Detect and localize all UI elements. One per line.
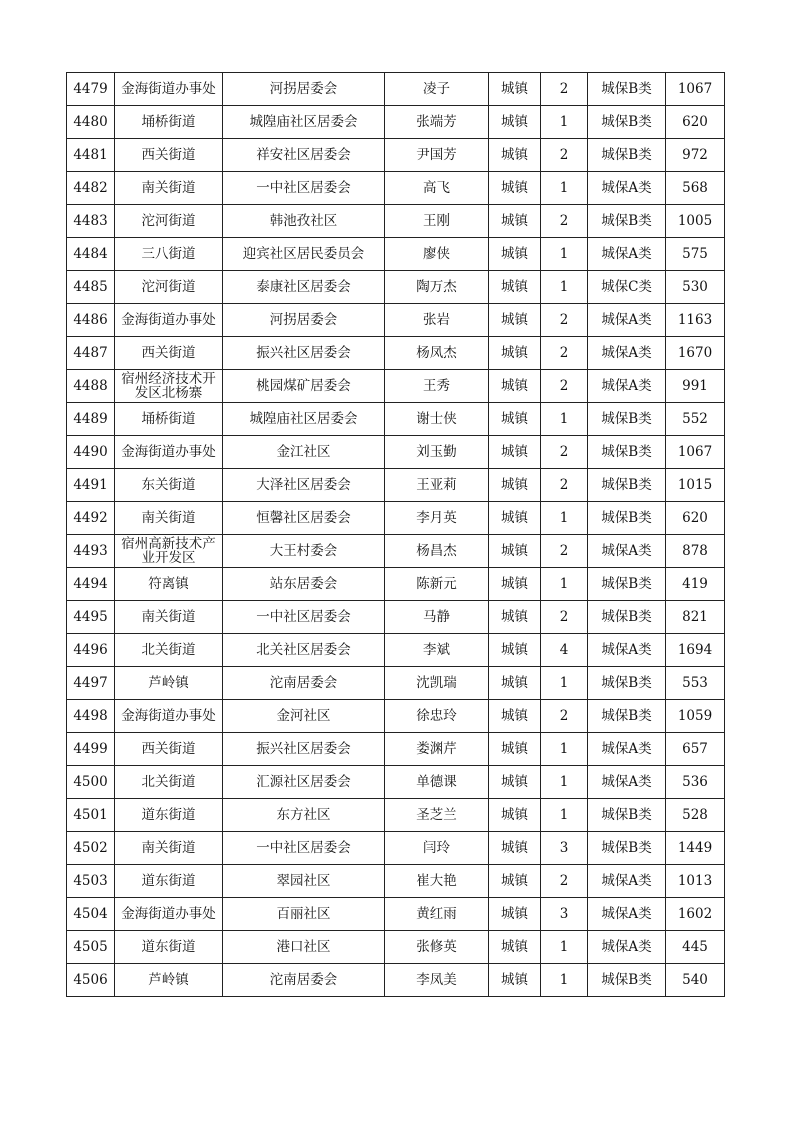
residence-type-cell: 城镇	[489, 469, 541, 502]
household-count-cell: 2	[541, 535, 588, 568]
table-row	[67, 568, 725, 601]
security-category-cell: 城保A类	[588, 238, 666, 271]
table-row	[67, 502, 725, 535]
benefit-amount-cell: 1694	[666, 634, 725, 667]
record-number-cell: 4496	[67, 634, 115, 667]
security-category-cell: 城保B类	[588, 832, 666, 865]
table-row	[67, 271, 725, 304]
household-count-cell: 1	[541, 931, 588, 964]
residence-type-cell: 城镇	[489, 832, 541, 865]
benefit-amount-cell: 972	[666, 139, 725, 172]
household-count-cell: 2	[541, 436, 588, 469]
security-category-cell: 城保C类	[588, 271, 666, 304]
household-count-cell: 2	[541, 865, 588, 898]
benefit-amount-cell: 553	[666, 667, 725, 700]
record-number-cell: 4479	[67, 73, 115, 106]
community-name-cell: 河拐居委会	[223, 73, 385, 106]
table-row	[67, 601, 725, 634]
security-category-cell: 城保A类	[588, 931, 666, 964]
community-name-cell: 港口社区	[223, 931, 385, 964]
household-count-cell: 2	[541, 139, 588, 172]
person-name-cell: 尹国芳	[385, 139, 489, 172]
benefit-amount-cell: 1059	[666, 700, 725, 733]
street-name-cell: 金海街道办事处	[115, 304, 223, 337]
security-category-cell: 城保A类	[588, 766, 666, 799]
community-name-cell: 泰康社区居委会	[223, 271, 385, 304]
table-row	[67, 898, 725, 931]
household-count-cell: 1	[541, 271, 588, 304]
benefit-amount-cell: 568	[666, 172, 725, 205]
record-number-cell: 4480	[67, 106, 115, 139]
table-row	[67, 205, 725, 238]
household-count-cell: 1	[541, 403, 588, 436]
security-category-cell: 城保A类	[588, 634, 666, 667]
table-row	[67, 436, 725, 469]
residence-type-cell: 城镇	[489, 898, 541, 931]
household-count-cell: 2	[541, 700, 588, 733]
household-count-cell: 1	[541, 568, 588, 601]
residence-type-cell: 城镇	[489, 931, 541, 964]
household-count-cell: 2	[541, 205, 588, 238]
street-name-cell: 符离镇	[115, 568, 223, 601]
community-name-cell: 沱南居委会	[223, 667, 385, 700]
record-number-cell: 4506	[67, 964, 115, 997]
household-count-cell: 2	[541, 370, 588, 403]
security-category-cell: 城保A类	[588, 865, 666, 898]
table-row	[67, 370, 725, 403]
residence-type-cell: 城镇	[489, 865, 541, 898]
household-count-cell: 2	[541, 304, 588, 337]
record-number-cell: 4482	[67, 172, 115, 205]
street-name-cell: 道东街道	[115, 865, 223, 898]
community-name-cell: 祥安社区居委会	[223, 139, 385, 172]
benefit-amount-cell: 445	[666, 931, 725, 964]
household-count-cell: 2	[541, 601, 588, 634]
street-name-cell: 芦岭镇	[115, 667, 223, 700]
street-name-cell: 东关街道	[115, 469, 223, 502]
table-row	[67, 73, 725, 106]
security-category-cell: 城保B类	[588, 106, 666, 139]
community-name-cell: 河拐居委会	[223, 304, 385, 337]
street-name-cell: 道东街道	[115, 799, 223, 832]
benefit-amount-cell: 1005	[666, 205, 725, 238]
household-count-cell: 3	[541, 898, 588, 931]
street-name-cell: 金海街道办事处	[115, 898, 223, 931]
community-name-cell: 振兴社区居委会	[223, 733, 385, 766]
residence-type-cell: 城镇	[489, 700, 541, 733]
person-name-cell: 杨凤杰	[385, 337, 489, 370]
household-count-cell: 2	[541, 73, 588, 106]
community-name-cell: 金河社区	[223, 700, 385, 733]
community-name-cell: 金江社区	[223, 436, 385, 469]
security-category-cell: 城保B类	[588, 601, 666, 634]
community-name-cell: 一中社区居委会	[223, 172, 385, 205]
residence-type-cell: 城镇	[489, 601, 541, 634]
person-name-cell: 刘玉勤	[385, 436, 489, 469]
household-count-cell: 1	[541, 964, 588, 997]
person-name-cell: 高飞	[385, 172, 489, 205]
person-name-cell: 凌子	[385, 73, 489, 106]
household-count-cell: 1	[541, 238, 588, 271]
person-name-cell: 张岩	[385, 304, 489, 337]
record-number-cell: 4498	[67, 700, 115, 733]
residence-type-cell: 城镇	[489, 733, 541, 766]
security-category-cell: 城保B类	[588, 205, 666, 238]
table-row	[67, 667, 725, 700]
benefit-amount-cell: 528	[666, 799, 725, 832]
household-count-cell: 1	[541, 799, 588, 832]
street-name-cell: 宿州经济技术开发区北杨寨	[115, 370, 223, 403]
person-name-cell: 李凤美	[385, 964, 489, 997]
record-number-cell: 4502	[67, 832, 115, 865]
community-name-cell: 大王村委会	[223, 535, 385, 568]
household-count-cell: 1	[541, 106, 588, 139]
table-row	[67, 865, 725, 898]
residence-type-cell: 城镇	[489, 304, 541, 337]
record-number-cell: 4494	[67, 568, 115, 601]
security-category-cell: 城保B类	[588, 403, 666, 436]
security-category-cell: 城保B类	[588, 700, 666, 733]
record-number-cell: 4497	[67, 667, 115, 700]
benefit-amount-cell: 1449	[666, 832, 725, 865]
person-name-cell: 杨昌杰	[385, 535, 489, 568]
residence-type-cell: 城镇	[489, 667, 541, 700]
record-number-cell: 4485	[67, 271, 115, 304]
community-name-cell: 站东居委会	[223, 568, 385, 601]
residence-type-cell: 城镇	[489, 271, 541, 304]
security-category-cell: 城保A类	[588, 535, 666, 568]
household-count-cell: 1	[541, 766, 588, 799]
person-name-cell: 徐忠玲	[385, 700, 489, 733]
community-name-cell: 韩池孜社区	[223, 205, 385, 238]
street-name-cell: 金海街道办事处	[115, 73, 223, 106]
street-name-cell: 西关街道	[115, 733, 223, 766]
benefit-amount-cell: 419	[666, 568, 725, 601]
benefit-table	[66, 72, 725, 997]
person-name-cell: 张修英	[385, 931, 489, 964]
person-name-cell: 单德课	[385, 766, 489, 799]
residence-type-cell: 城镇	[489, 403, 541, 436]
person-name-cell: 沈凯瑞	[385, 667, 489, 700]
residence-type-cell: 城镇	[489, 502, 541, 535]
household-count-cell: 1	[541, 733, 588, 766]
security-category-cell: 城保B类	[588, 964, 666, 997]
street-name-cell: 南关街道	[115, 832, 223, 865]
household-count-cell: 4	[541, 634, 588, 667]
residence-type-cell: 城镇	[489, 568, 541, 601]
residence-type-cell: 城镇	[489, 634, 541, 667]
record-number-cell: 4481	[67, 139, 115, 172]
residence-type-cell: 城镇	[489, 172, 541, 205]
residence-type-cell: 城镇	[489, 205, 541, 238]
table-row	[67, 403, 725, 436]
benefit-amount-cell: 1015	[666, 469, 725, 502]
community-name-cell: 一中社区居委会	[223, 832, 385, 865]
table-row	[67, 832, 725, 865]
street-name-cell: 埇桥街道	[115, 106, 223, 139]
benefit-amount-cell: 1013	[666, 865, 725, 898]
security-category-cell: 城保B类	[588, 469, 666, 502]
security-category-cell: 城保A类	[588, 898, 666, 931]
person-name-cell: 陶万杰	[385, 271, 489, 304]
street-name-cell: 金海街道办事处	[115, 700, 223, 733]
security-category-cell: 城保B类	[588, 667, 666, 700]
table-row	[67, 172, 725, 205]
household-count-cell: 1	[541, 667, 588, 700]
residence-type-cell: 城镇	[489, 139, 541, 172]
street-name-cell: 南关街道	[115, 502, 223, 535]
person-name-cell: 王刚	[385, 205, 489, 238]
community-name-cell: 翠园社区	[223, 865, 385, 898]
table-row	[67, 238, 725, 271]
street-name-cell: 南关街道	[115, 172, 223, 205]
person-name-cell: 圣芝兰	[385, 799, 489, 832]
benefit-amount-cell: 657	[666, 733, 725, 766]
person-name-cell: 王秀	[385, 370, 489, 403]
residence-type-cell: 城镇	[489, 535, 541, 568]
table-row	[67, 964, 725, 997]
street-name-cell: 北关街道	[115, 766, 223, 799]
security-category-cell: 城保A类	[588, 733, 666, 766]
record-number-cell: 4489	[67, 403, 115, 436]
record-number-cell: 4484	[67, 238, 115, 271]
residence-type-cell: 城镇	[489, 964, 541, 997]
record-number-cell: 4486	[67, 304, 115, 337]
residence-type-cell: 城镇	[489, 766, 541, 799]
residence-type-cell: 城镇	[489, 337, 541, 370]
benefit-amount-cell: 878	[666, 535, 725, 568]
security-category-cell: 城保B类	[588, 502, 666, 535]
table-row	[67, 931, 725, 964]
benefit-amount-cell: 530	[666, 271, 725, 304]
street-name-cell: 芦岭镇	[115, 964, 223, 997]
household-count-cell: 2	[541, 469, 588, 502]
community-name-cell: 汇源社区居委会	[223, 766, 385, 799]
street-name-cell: 沱河街道	[115, 205, 223, 238]
security-category-cell: 城保A类	[588, 337, 666, 370]
person-name-cell: 黄红雨	[385, 898, 489, 931]
record-number-cell: 4504	[67, 898, 115, 931]
table-row	[67, 469, 725, 502]
benefit-amount-cell: 536	[666, 766, 725, 799]
record-number-cell: 4487	[67, 337, 115, 370]
community-name-cell: 大泽社区居委会	[223, 469, 385, 502]
community-name-cell: 城隍庙社区居委会	[223, 403, 385, 436]
security-category-cell: 城保B类	[588, 799, 666, 832]
household-count-cell: 2	[541, 337, 588, 370]
person-name-cell: 马静	[385, 601, 489, 634]
community-name-cell: 恒馨社区居委会	[223, 502, 385, 535]
community-name-cell: 沱南居委会	[223, 964, 385, 997]
street-name-cell: 西关街道	[115, 139, 223, 172]
table-body	[67, 73, 725, 997]
benefit-amount-cell: 991	[666, 370, 725, 403]
street-name-cell: 金海街道办事处	[115, 436, 223, 469]
table-row	[67, 535, 725, 568]
benefit-amount-cell: 1163	[666, 304, 725, 337]
person-name-cell: 闫玲	[385, 832, 489, 865]
community-name-cell: 城隍庙社区居委会	[223, 106, 385, 139]
street-name-cell: 沱河街道	[115, 271, 223, 304]
table-row	[67, 106, 725, 139]
residence-type-cell: 城镇	[489, 238, 541, 271]
community-name-cell: 迎宾社区居民委员会	[223, 238, 385, 271]
community-name-cell: 百丽社区	[223, 898, 385, 931]
street-name-cell: 宿州高新技术产业开发区	[115, 535, 223, 568]
household-count-cell: 1	[541, 172, 588, 205]
record-number-cell: 4500	[67, 766, 115, 799]
benefit-amount-cell: 620	[666, 106, 725, 139]
table-row	[67, 304, 725, 337]
residence-type-cell: 城镇	[489, 370, 541, 403]
street-name-cell: 道东街道	[115, 931, 223, 964]
benefit-amount-cell: 821	[666, 601, 725, 634]
street-name-cell: 西关街道	[115, 337, 223, 370]
residence-type-cell: 城镇	[489, 799, 541, 832]
record-number-cell: 4488	[67, 370, 115, 403]
community-name-cell: 北关社区居委会	[223, 634, 385, 667]
record-number-cell: 4483	[67, 205, 115, 238]
record-number-cell: 4490	[67, 436, 115, 469]
record-number-cell: 4503	[67, 865, 115, 898]
security-category-cell: 城保B类	[588, 568, 666, 601]
record-number-cell: 4492	[67, 502, 115, 535]
record-number-cell: 4493	[67, 535, 115, 568]
table-row	[67, 139, 725, 172]
person-name-cell: 陈新元	[385, 568, 489, 601]
security-category-cell: 城保A类	[588, 172, 666, 205]
person-name-cell: 李斌	[385, 634, 489, 667]
benefit-amount-cell: 1067	[666, 73, 725, 106]
benefit-amount-cell: 1670	[666, 337, 725, 370]
community-name-cell: 一中社区居委会	[223, 601, 385, 634]
record-number-cell: 4505	[67, 931, 115, 964]
residence-type-cell: 城镇	[489, 106, 541, 139]
benefit-amount-cell: 575	[666, 238, 725, 271]
table-row	[67, 766, 725, 799]
person-name-cell: 崔大艳	[385, 865, 489, 898]
security-category-cell: 城保B类	[588, 73, 666, 106]
record-number-cell: 4499	[67, 733, 115, 766]
benefit-amount-cell: 540	[666, 964, 725, 997]
street-name-cell: 埇桥街道	[115, 403, 223, 436]
record-number-cell: 4501	[67, 799, 115, 832]
security-category-cell: 城保B类	[588, 436, 666, 469]
table-row	[67, 700, 725, 733]
street-name-cell: 三八街道	[115, 238, 223, 271]
benefit-amount-cell: 552	[666, 403, 725, 436]
benefit-amount-cell: 1067	[666, 436, 725, 469]
community-name-cell: 东方社区	[223, 799, 385, 832]
security-category-cell: 城保A类	[588, 304, 666, 337]
security-category-cell: 城保A类	[588, 370, 666, 403]
residence-type-cell: 城镇	[489, 436, 541, 469]
community-name-cell: 桃园煤矿居委会	[223, 370, 385, 403]
household-count-cell: 3	[541, 832, 588, 865]
household-count-cell: 1	[541, 502, 588, 535]
residence-type-cell: 城镇	[489, 73, 541, 106]
security-category-cell: 城保B类	[588, 139, 666, 172]
table-row	[67, 634, 725, 667]
person-name-cell: 李月英	[385, 502, 489, 535]
table-row	[67, 733, 725, 766]
table-row	[67, 337, 725, 370]
person-name-cell: 谢士侠	[385, 403, 489, 436]
record-number-cell: 4491	[67, 469, 115, 502]
record-number-cell: 4495	[67, 601, 115, 634]
person-name-cell: 王亚莉	[385, 469, 489, 502]
table-row	[67, 799, 725, 832]
community-name-cell: 振兴社区居委会	[223, 337, 385, 370]
person-name-cell: 娄渊芹	[385, 733, 489, 766]
benefit-amount-cell: 1602	[666, 898, 725, 931]
person-name-cell: 廖侠	[385, 238, 489, 271]
street-name-cell: 北关街道	[115, 634, 223, 667]
street-name-cell: 南关街道	[115, 601, 223, 634]
benefit-amount-cell: 620	[666, 502, 725, 535]
person-name-cell: 张端芳	[385, 106, 489, 139]
